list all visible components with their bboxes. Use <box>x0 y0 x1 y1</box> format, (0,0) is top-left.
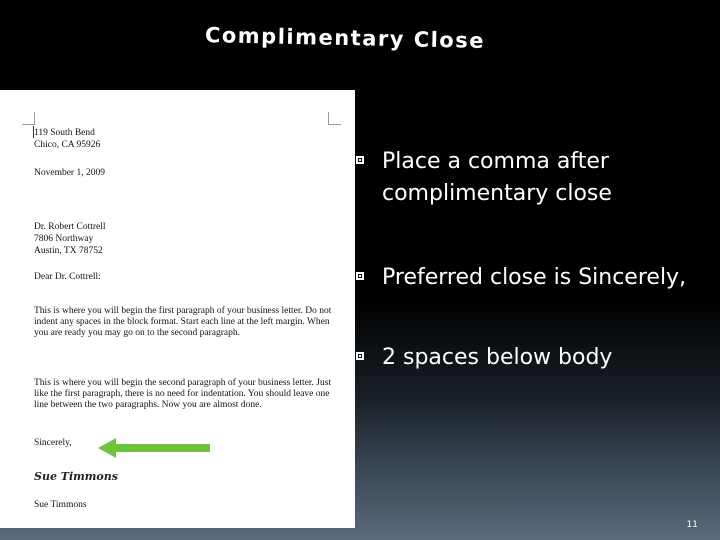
bullet-item: 2 spaces below body <box>356 342 696 374</box>
slide-title: Complimentary Close <box>204 23 486 53</box>
complimentary-close: Sincerely, <box>34 438 72 448</box>
bullet-item: Preferred close is Sincerely, <box>356 262 696 294</box>
letter-date: November 1, 2009 <box>34 168 105 178</box>
square-bullet-icon <box>356 352 364 360</box>
recipient-line: Austin, TX 78752 <box>34 246 103 256</box>
square-bullet-icon <box>356 156 364 164</box>
recipient-line: 7806 Northway <box>34 234 94 244</box>
square-bullet-icon <box>356 272 364 280</box>
body-paragraph-1: This is where you will begin the first paragraph of your business letter. Do not indent any spaces in the block format. Start each line at the left margin. When you are ready you may go on to the second paragraph. <box>34 306 332 338</box>
page-corner-marker <box>328 112 341 125</box>
typed-name: Sue Timmons <box>34 500 87 510</box>
bullet-item: Place a comma after complimentary close <box>356 146 696 210</box>
recipient-line: Dr. Robert Cottrell <box>34 222 106 232</box>
salutation: Dear Dr. Cottrell: <box>34 272 101 282</box>
handwritten-signature: Sue Timmons <box>34 470 118 483</box>
slide-number: 11 <box>686 520 698 530</box>
green-arrow-icon <box>98 438 213 458</box>
page-corner-marker <box>22 112 35 125</box>
sender-address-line: Chico, CA 95926 <box>34 140 101 150</box>
letter-image <box>0 90 355 528</box>
body-paragraph-2: This is where you will begin the second paragraph of your business letter. Just like the first paragraph, there is no need for indentation. You should leave one line between the two paragraphs. Now you are almost done. <box>34 378 332 410</box>
sender-address-line: 119 South Bend <box>34 128 95 138</box>
